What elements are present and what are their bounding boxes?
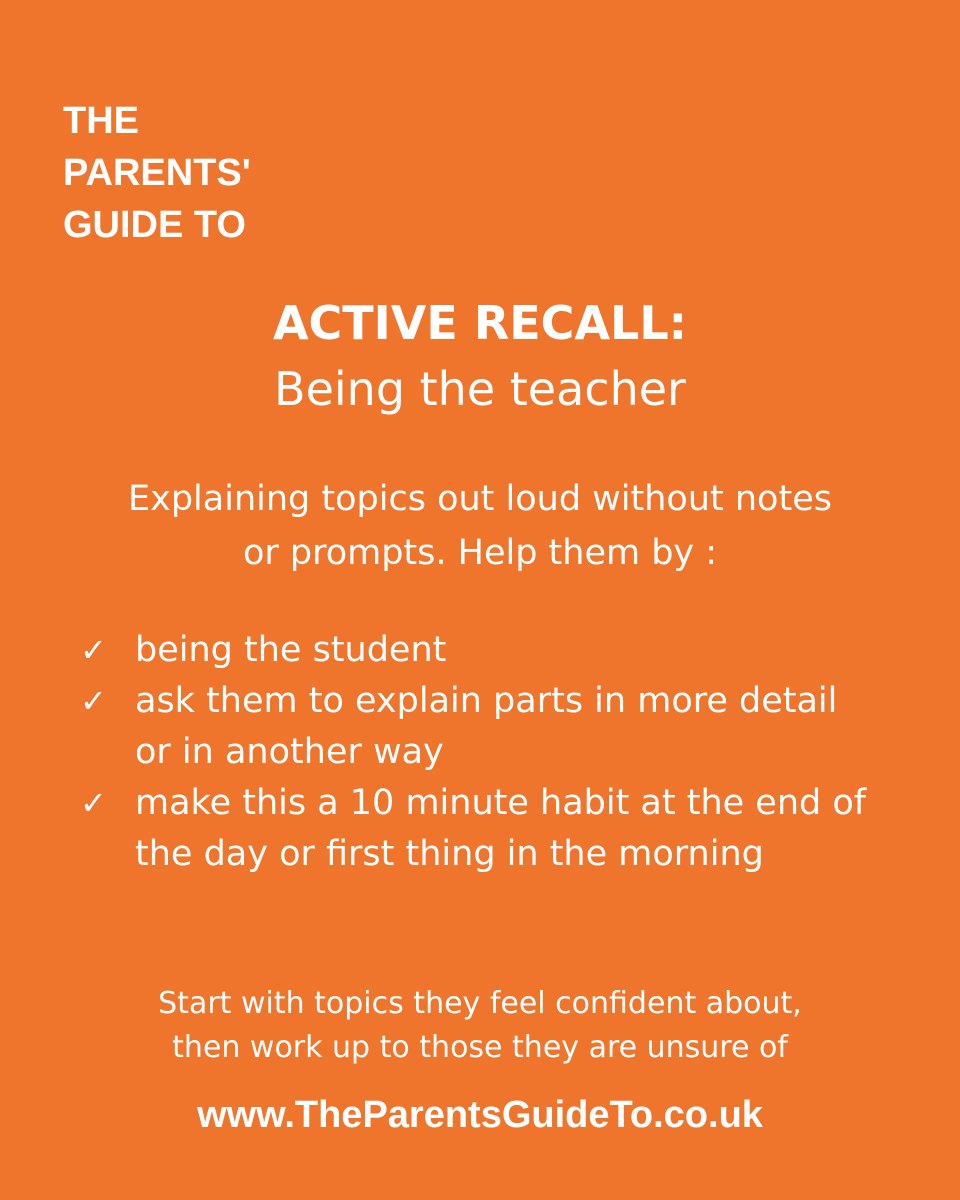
title-main: ACTIVE RECALL: (272, 296, 688, 350)
closing-line: then work up to those they are unsure of (172, 1030, 788, 1065)
check-icon: ✓ (80, 682, 107, 720)
page-title (0, 290, 960, 422)
checklist (80, 625, 880, 880)
list-item-text: ask them to explain parts in more detail or in another way (135, 681, 838, 772)
list-item-text: being the student (135, 630, 447, 670)
website-link[interactable]: www.TheParentsGuideTo.co.uk (197, 1094, 763, 1136)
logo-line: PARENTS' (63, 152, 251, 194)
brand-logo (63, 95, 251, 251)
list-item (80, 676, 880, 778)
intro-line: Explaining topics out loud without notes (128, 479, 832, 519)
logo-line: THE (63, 100, 139, 142)
logo-line: GUIDE TO (63, 204, 246, 246)
title-subtitle: Being the teacher (274, 362, 686, 416)
check-icon: ✓ (80, 631, 107, 669)
closing-text (40, 982, 920, 1070)
intro-line: or prompts. Help them by : (242, 533, 718, 573)
check-icon: ✓ (80, 784, 107, 822)
intro-text (40, 472, 920, 580)
list-item-text: make this a 10 minute habit at the end of the day or first thing in the morning (135, 783, 867, 874)
list-item (80, 625, 880, 676)
list-item (80, 778, 880, 880)
closing-line: Start with topics they feel confident about, (158, 986, 802, 1021)
